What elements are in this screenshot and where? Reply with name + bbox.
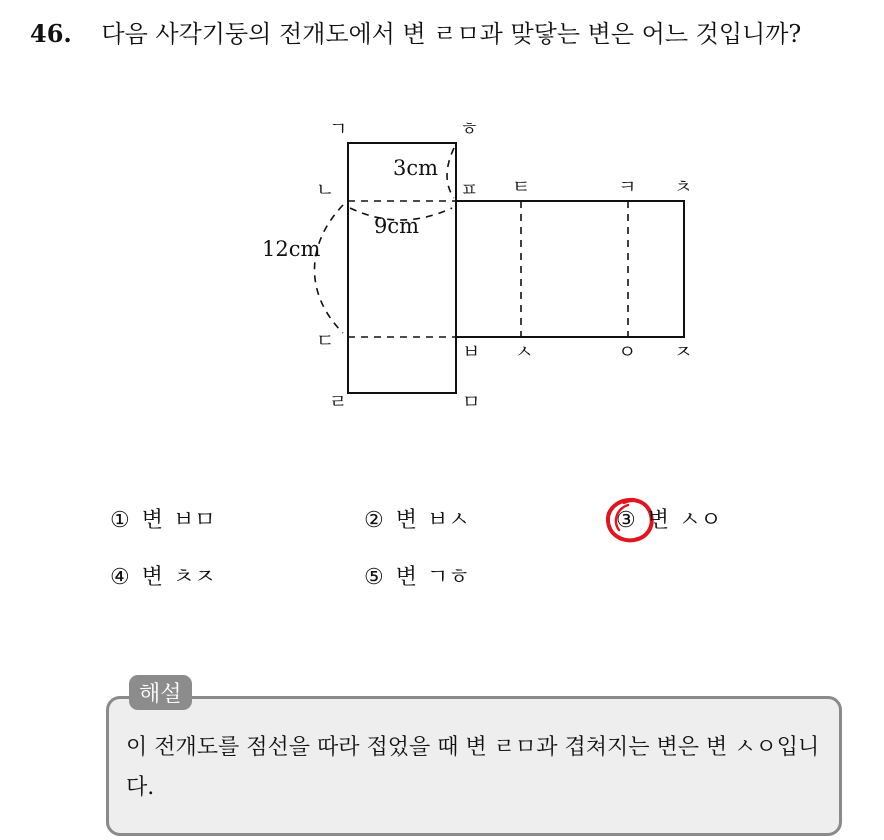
label-ch: ㅊ [674, 176, 693, 198]
label-t: ㅌ [512, 176, 531, 198]
dimension-arc-12cm [315, 205, 344, 333]
left-face-outline [348, 143, 456, 393]
label-g: ㄱ [329, 118, 348, 140]
choice-2[interactable] [364, 503, 470, 534]
choice-word: 변 [395, 508, 417, 533]
label-k: ㅋ [618, 176, 637, 198]
label-m: ㅁ [462, 391, 481, 413]
explanation-tag: 해설 [129, 675, 192, 710]
choice-value: ㅅㅇ [679, 508, 722, 533]
label-p: ㅍ [460, 179, 479, 201]
label-b: ㅂ [462, 341, 481, 363]
choice-mark: ① [110, 508, 130, 533]
choice-5[interactable] [364, 560, 470, 591]
choice-4[interactable] [110, 560, 216, 591]
choice-mark: ③ [616, 508, 636, 533]
dimension-arc-3cm [447, 148, 454, 198]
label-d: ㄷ [316, 330, 335, 352]
choice-mark: ② [364, 508, 384, 533]
measure-top: 3cm [393, 156, 439, 180]
label-n: ㄴ [316, 179, 335, 201]
choice-3[interactable] [616, 503, 722, 534]
label-r: ㄹ [329, 391, 348, 413]
label-o: ㅇ [618, 341, 637, 363]
choice-1[interactable] [110, 503, 216, 534]
choice-value: ㅂㅁ [173, 508, 216, 533]
choice-word: 변 [395, 565, 417, 590]
choice-mark: ④ [110, 565, 130, 590]
question-text: 다음 사각기둥의 전개도에서 변 ㄹㅁ과 맞닿는 변은 어느 것입니까? [101, 20, 802, 48]
choice-word: 변 [141, 565, 163, 590]
question-number: 46. [30, 19, 72, 48]
choice-mark: ⑤ [364, 565, 384, 590]
label-j: ㅈ [674, 341, 693, 363]
choice-value: ㄱㅎ [427, 565, 470, 590]
measure-height: 12cm [262, 237, 321, 261]
choice-word: 변 [647, 508, 669, 533]
label-h: ㅎ [460, 118, 479, 140]
point-labels [316, 118, 692, 413]
right-faces-outline [456, 201, 684, 337]
measure-width: 9cm [374, 214, 420, 238]
choice-value: ㅊㅈ [173, 565, 216, 590]
choice-word: 변 [141, 508, 163, 533]
choice-value: ㅂㅅ [427, 508, 470, 533]
label-s: ㅅ [515, 341, 534, 363]
explanation-text: 이 전개도를 점선을 따라 접었을 때 변 ㄹㅁ과 겹쳐지는 변은 변 ㅅㅇ입니다. [126, 735, 820, 800]
